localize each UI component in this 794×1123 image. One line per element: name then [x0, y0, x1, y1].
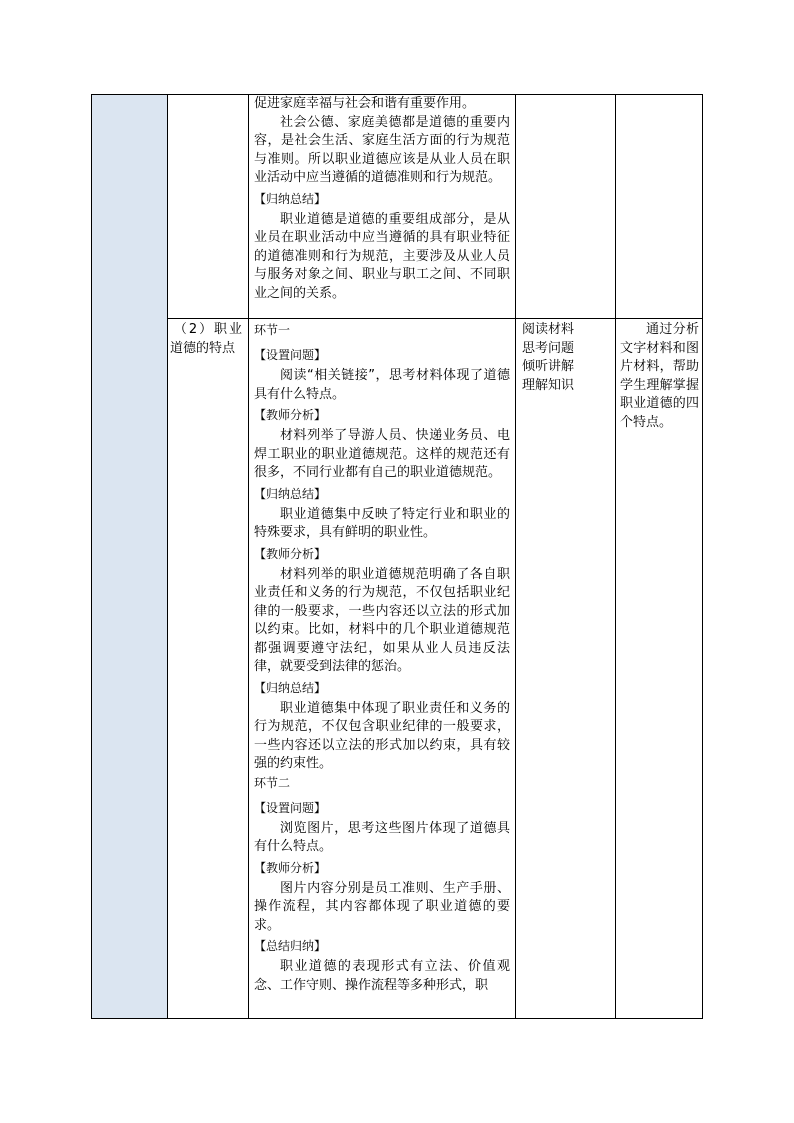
heading-teacher-analysis-3: 【教师分析】 [254, 860, 327, 875]
student-activity-cell [522, 321, 612, 395]
table-divider-4 [615, 94, 616, 1019]
heading-teacher-analysis-1: 【教师分析】 [254, 408, 327, 422]
para-analysis-1: 材料列举了导游人员、快递业务员、电焊工职业的职业道德规范。这样的规范还有很多，不同行业都有自己的职业道德规范。 [254, 428, 510, 480]
row-divider [167, 318, 703, 319]
activity-line-3: 倾听讲解 [522, 359, 575, 374]
para-question-1: 阅读“相关链接”，思考材料体现了道德具有什么特点。 [254, 368, 510, 402]
para-summary-3: 职业道德的表现形式有立法、价值观念、工作守则、操作流程等多种形式，职 [254, 959, 510, 993]
para-summary-2: 职业道德集中体现了职业责任和义务的行为规范，不仅包含职业纪律的一般要求，一些内容还以立法的形式加以约束，具有较强的约束性。 [254, 700, 510, 771]
table-border-bottom [91, 1018, 703, 1019]
row1-heading: 【归纳总结】 [254, 191, 327, 206]
row1-para-2: 社会公德、家庭美德都是道德的重要内容，是社会生活、家庭生活方面的行为规范与准则。所以职业道德应该是从业人员在职业活动中应当遵循的道德准则和行为规范。 [254, 114, 510, 185]
section-one-label: 环节一 [254, 323, 291, 337]
design-intent-text: 通过分析文字材料和图片材料，帮助学生理解掌握职业道德的四个特点。 [620, 322, 699, 430]
row1-content-cell [254, 95, 510, 303]
para-analysis-3: 图片内容分别是员工准则、生产手册、操作流程，其内容都体现了职业道德的要求。 [254, 880, 510, 933]
heading-set-question-2: 【设置问题】 [254, 800, 327, 815]
heading-teacher-analysis-2: 【教师分析】 [254, 546, 327, 561]
table-border-right [702, 94, 703, 1019]
heading-summary-3: 【总结归纳】 [254, 939, 327, 953]
row2-topic-cell [170, 321, 242, 358]
section-two-label: 环节二 [254, 775, 291, 790]
table-divider-1 [167, 94, 168, 1019]
para-question-2: 浏览图片，思考这些图片体现了道德具有什么特点。 [254, 820, 510, 854]
activity-line-4: 理解知识 [522, 377, 575, 393]
topic-title: （2）职业道德的特点 [170, 322, 242, 356]
heading-set-question-1: 【设置问题】 [254, 348, 327, 362]
table-border-left [91, 94, 92, 1019]
activity-line-2: 思考问题 [522, 340, 575, 356]
table-divider-2 [248, 94, 249, 1019]
heading-summary-2: 【归纳总结】 [254, 680, 327, 695]
para-analysis-2: 材料列举的职业道德规范明确了各自职业责任和义务的行为规范，不仅包括职业纪律的一般要求，一些内容还以立法的形式加以约束。比如，材料中的几个职业道德规范都强调要遵守法纪，如果从业人员违反法律，就要受到法律的惩治。 [254, 566, 510, 674]
para-summary-1: 职业道德集中反映了特定行业和职业的特殊要求，具有鲜明的职业性。 [254, 506, 510, 540]
heading-summary-1: 【归纳总结】 [254, 486, 327, 501]
row1-para-1: 促进家庭幸福与社会和谐有重要作用。 [254, 96, 476, 111]
row1-para-3: 职业道德是道德的重要组成部分，是从业员在职业活动中应当遵循的具有职业特征的道德准则和行为规范，主要涉及从业人员与服务对象之间、职业与职工之间、不同职业之间的关系。 [254, 211, 510, 301]
table-divider-3 [515, 94, 516, 1019]
design-intent-cell [620, 321, 699, 432]
row2-content-cell [254, 321, 510, 995]
activity-line-1: 阅读材料 [522, 322, 575, 337]
